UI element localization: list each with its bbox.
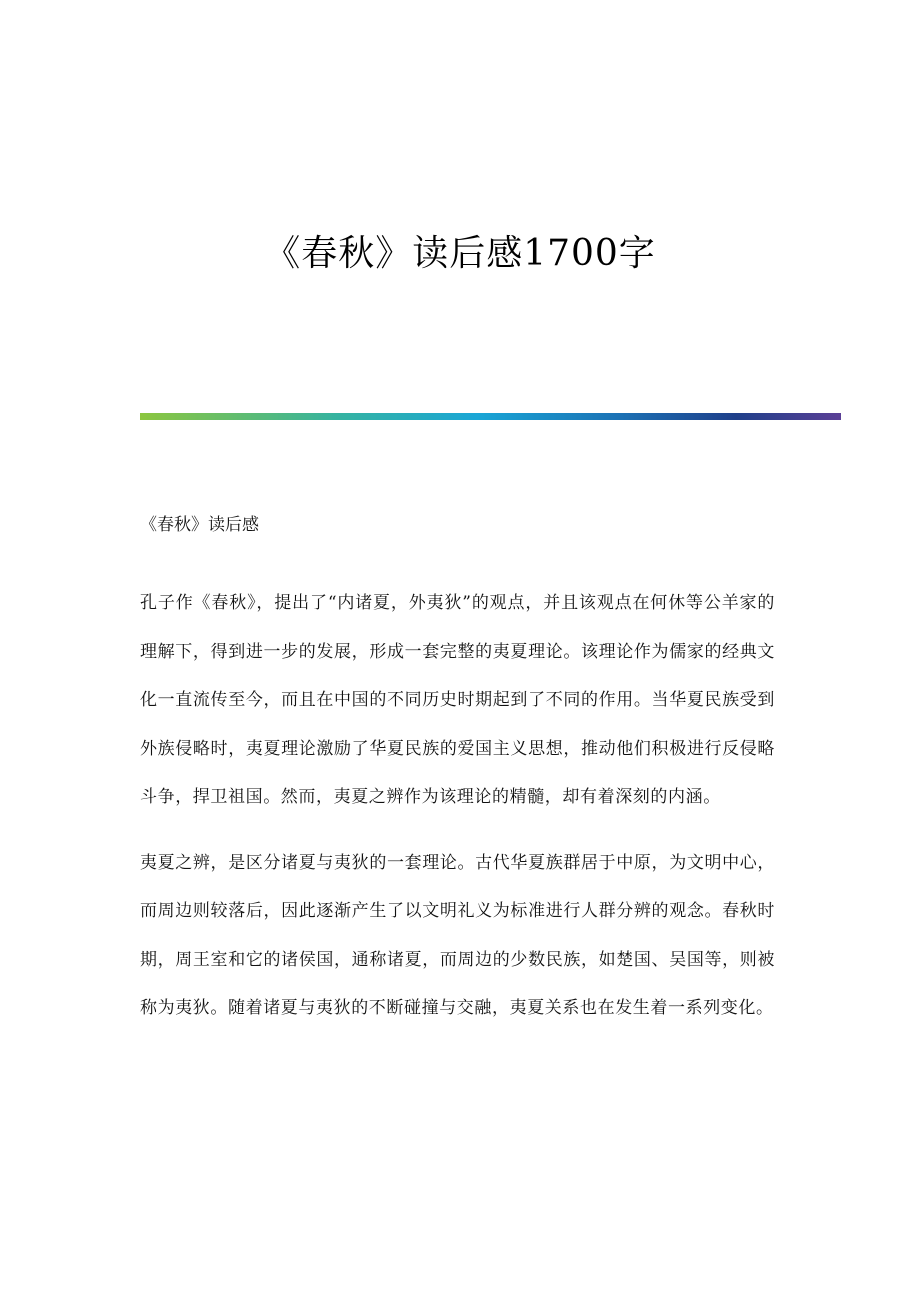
document-title: 《春秋》读后感1700字 [264,233,656,274]
document-body [140,509,775,1050]
title-divider-rule [140,413,841,420]
body-paragraph-2: 夷夏之辨，是区分诸夏与夷狄的一套理论。古代华夏族群居于中原，为文明中心，而周边则较落后，因此逐渐产生了以文明礼义为标准进行人群分辨的观念。春秋时期，周王室和它的诸侯国，通称诸夏，而周边的少数民族，如楚国、吴国等，则被称为夷狄。随着诸夏与夷狄的不断碰撞与交融，夷夏关系也在发生着一系列变化。 [140,852,775,1018]
body-paragraph-1: 孔子作《春秋》，提出了“内诸夏，外夷狄”的观点，并且该观点在何休等公羊家的理解下，得到进一步的发展，形成一套完整的夷夏理论。该理论作为儒家的经典文化一直流传至今，而且在中国的不同历史时期起到了不同的作用。当华夏民族受到外族侵略时，夷夏理论激励了华夏民族的爱国主义思想，推动他们积极进行反侵略斗争，捍卫祖国。然而，夷夏之辨作为该理论的精髓，却有着深刻的内涵。 [140,593,775,807]
section-heading: 《春秋》读后感 [140,515,259,535]
